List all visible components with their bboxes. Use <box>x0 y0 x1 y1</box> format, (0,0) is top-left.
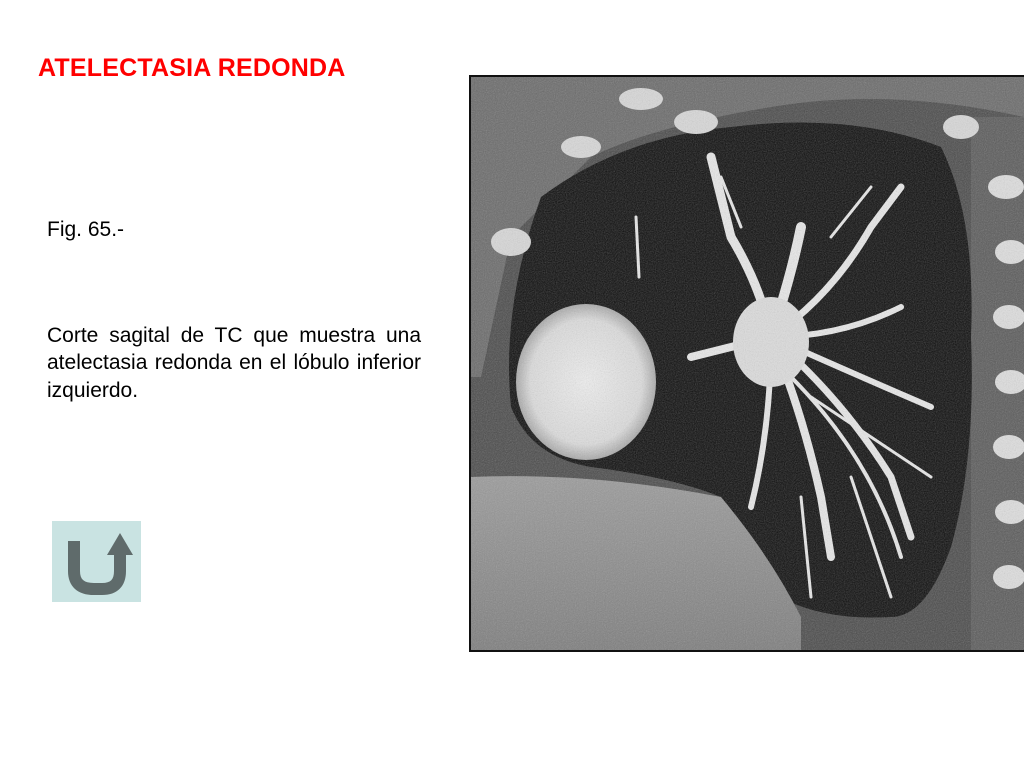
ct-sagittal-scan-image <box>471 77 1024 652</box>
figure-caption: Corte sagital de TC que muestra una atelectasia redonda en el lóbulo inferior izquierdo. <box>47 324 421 402</box>
return-arrow-icon <box>52 521 141 602</box>
return-button[interactable] <box>52 521 141 602</box>
slide-title: ATELECTASIA REDONDA <box>38 54 346 82</box>
ct-scan-image <box>469 75 1024 652</box>
figure-label: Fig. 65.- <box>47 218 125 241</box>
